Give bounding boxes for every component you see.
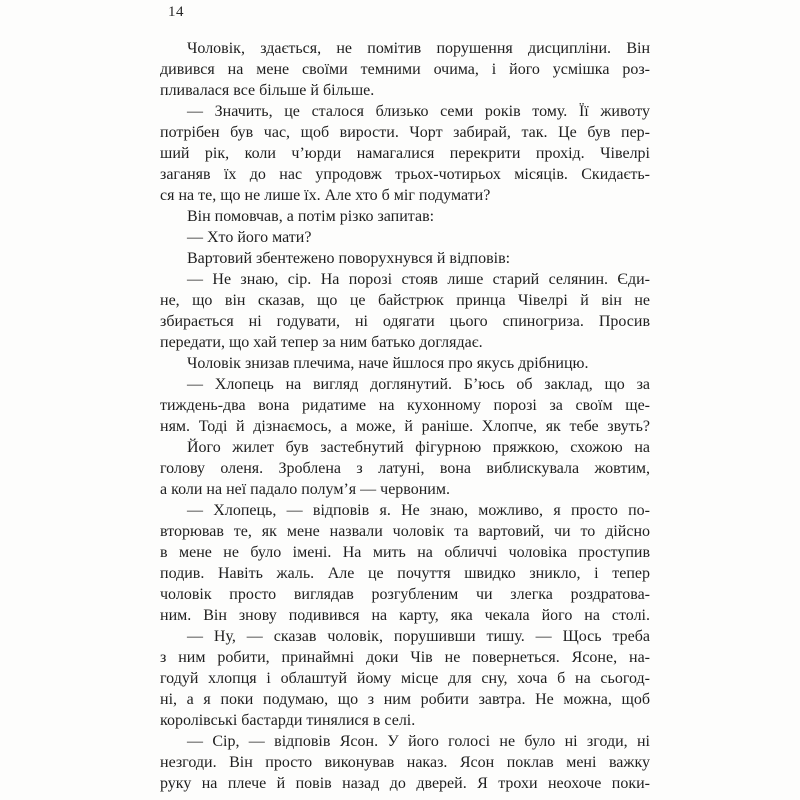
text-line: дивився на мене своїми темними очима, і його усмішка роз-: [160, 61, 650, 78]
paragraph: [160, 500, 650, 626]
text-line: вторював те, як мене назвали чоловік та вартовий, чи то дійсно: [160, 523, 650, 540]
text-line: з ним робити, принаймні доки Чів не повернеться. Ясоне, на-: [160, 649, 650, 666]
text-line: — Значить, це сталося близько семи років тому. Її животу: [187, 103, 650, 120]
paragraph: [160, 101, 650, 206]
text-line: а коли на неї падало полум’я — червоним.: [160, 481, 450, 498]
text-line: — Хто його мати?: [187, 229, 312, 246]
text-line: передати, що хай тепер за ним батько доглядає.: [160, 334, 483, 351]
text-line: не, що він сказав, що це байстрюк принца Чівелрі й він не: [160, 292, 650, 309]
text-line: — Хлопець, — відповів я. Не знаю, можливо, я просто по-: [187, 502, 650, 519]
text-line: руку на плече й повів назад до дверей. Я трохи неохоче поки-: [160, 775, 650, 792]
paragraph: [160, 374, 650, 437]
text-line: ся на те, що не лише їх. Але хто б міг подумати?: [160, 187, 491, 204]
text-line: годуй хлопця і облаштуй йому місце для сну, хоча б на сьогод-: [160, 670, 650, 687]
text-line: — Сір, — відповів Ясон. У його голосі не було ні згоди, ні: [187, 733, 650, 750]
text-line: в мене не було імені. На мить на обличчі чоловіка проступив: [160, 544, 650, 561]
paragraph: [160, 269, 650, 353]
text-column: [160, 38, 650, 794]
text-line: — Ну, — сказав чоловік, порушивши тишу. — Щось треба: [187, 628, 650, 645]
paragraph: [160, 626, 650, 731]
paragraph: [160, 227, 650, 248]
text-line: — Хлопець на вигляд доглянутий. Б’юсь об заклад, що за: [187, 376, 650, 393]
page-number: 14: [168, 4, 184, 20]
text-line: ням. Тоді й дізнаємось, а може, й раніше. Хлопче, як тебе звуть?: [160, 418, 650, 435]
text-line: ним. Він знову подивився на карту, яка чекала його на столі.: [160, 607, 650, 624]
text-line: Вартовий збентежено поворухнувся й відповів:: [187, 250, 511, 267]
text-line: подив. Навіть жаль. Але це почуття швидко зникло, і тепер: [160, 565, 650, 582]
text-line: чоловік просто виглядав розгубленим чи злегка роздратова-: [160, 586, 650, 603]
text-line: заганяв їх до нас упродовж трьох-чотирьох місяців. Скидаєть-: [160, 166, 650, 183]
text-line: Його жилет був застебнутий фігурною пряжкою, схожою на: [187, 439, 650, 456]
text-line: — Не знаю, сір. На порозі стояв лише старий селянин. Єди-: [187, 271, 650, 288]
text-line: ні, а я поки подумаю, що з ним робити завтра. Не можна, щоб: [160, 691, 650, 708]
paragraph: [160, 38, 650, 101]
paragraph: [160, 437, 650, 500]
text-line: ший рік, коли ч’юрди намагалися перекрити прохід. Чівелрі: [160, 145, 650, 162]
text-line: Він помовчав, а потім різко запитав:: [187, 208, 435, 225]
paragraph: [160, 206, 650, 227]
text-line: незгоди. Він просто виконував наказ. Ясон поклав мені важку: [160, 754, 650, 771]
text-line: голову оленя. Зроблена з латуні, вона виблискувала жовтим,: [160, 460, 650, 477]
text-line: збирається ні годувати, ні одягати цього спиногриза. Просив: [160, 313, 650, 330]
text-line: потрібен був час, щоб вирости. Чорт забирай, так. Це був пер-: [160, 124, 650, 141]
paragraph: [160, 353, 650, 374]
text-line: королівські бастарди тинялися в селі.: [160, 712, 416, 729]
text-line: Чоловік знизав плечима, наче йшлося про якусь дрібницю.: [187, 355, 589, 372]
paragraph: [160, 248, 650, 269]
text-line: Чоловік, здається, не помітив порушення дисципліни. Він: [187, 40, 650, 57]
paragraph: [160, 731, 650, 794]
text-line: пливалася все більше й більше.: [160, 82, 375, 99]
text-line: тиждень-два вона ридатиме на кухонному порозі за своїм ще-: [160, 397, 650, 414]
